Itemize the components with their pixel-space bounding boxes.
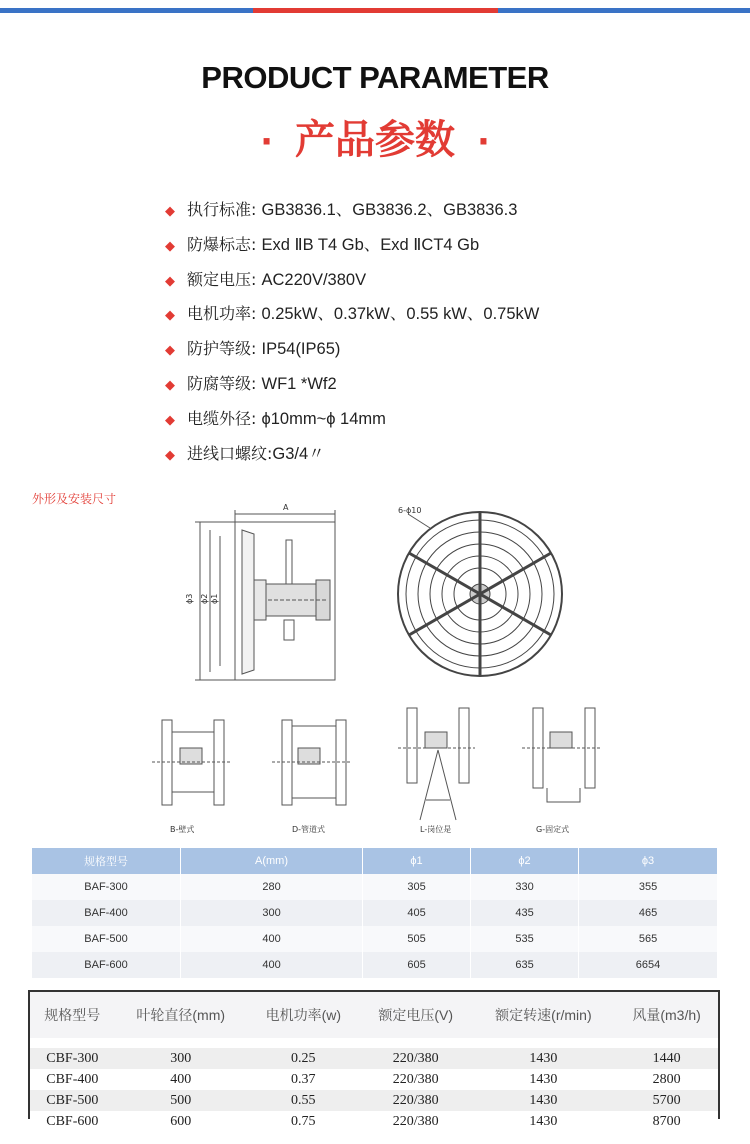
spec-item [165, 371, 539, 406]
table-cell: 500 [115, 1090, 247, 1111]
table-cell: 1430 [472, 1090, 616, 1111]
table-cell: 400 [115, 1069, 247, 1090]
table-cell: 1430 [472, 1069, 616, 1090]
spec-label: 电缆外径: [187, 408, 257, 428]
table-cell: 505 [363, 926, 471, 952]
spec-value: AC220V/380V [261, 270, 367, 289]
diamond-bullet-icon: ◆ [165, 204, 175, 219]
caption-duct-mount: D-管道式 [292, 825, 326, 834]
diamond-bullet-icon: ◆ [165, 447, 175, 463]
table-header-row [32, 848, 718, 874]
spec-list [165, 197, 539, 475]
install-dimensions-label: 外形及安装尺寸 [32, 492, 117, 506]
spec-label: 执行标准: [187, 200, 257, 219]
spec-label: 电机功率: [187, 304, 257, 324]
table-header-cell: 风量(m3/h) [615, 992, 718, 1038]
spec-value: GB3836.1、GB3836.2、GB3836.3 [261, 201, 518, 219]
table-cell: 400 [181, 926, 363, 952]
spec-label: 防爆标志: [187, 234, 257, 254]
dimension-table [32, 848, 718, 978]
front-guard-view [398, 512, 562, 676]
table-cell: 280 [181, 874, 363, 900]
table-cell: BAF-300 [32, 874, 181, 900]
mount-stand-view [398, 708, 475, 820]
technical-drawing [150, 500, 610, 840]
page-title-chinese [0, 108, 750, 165]
diamond-bullet-icon: ◆ [165, 377, 175, 393]
spec-value: G3/4〃 [272, 444, 325, 463]
dim-a-label: A [283, 503, 289, 512]
table-cell: 565 [579, 926, 718, 952]
page-title-english: PRODUCT PARAMETER [201, 60, 549, 95]
table-cell: 5700 [615, 1090, 718, 1111]
table-row [30, 1069, 718, 1090]
table-header-cell: 规格型号 [30, 992, 115, 1038]
table-cell: 1430 [472, 1111, 616, 1132]
table-row [32, 952, 718, 978]
table-cell: 465 [579, 900, 718, 926]
spec-label: 额定电压: [187, 269, 257, 289]
table-header-cell: ϕ1 [363, 848, 471, 874]
caption-wall-mount: B-壁式 [170, 825, 195, 834]
table-cell: BAF-400 [32, 900, 181, 926]
holes-label: 6-ϕ10 [398, 506, 422, 515]
table-header-cell: 额定转速(r/min) [472, 992, 616, 1038]
table-cell: 330 [471, 874, 579, 900]
table-cell: 1430 [472, 1048, 616, 1069]
table-cell: 220/380 [360, 1111, 472, 1132]
motor-body [266, 584, 316, 616]
table-header-cell: 额定电压(V) [360, 992, 472, 1038]
spec-label: 防护等级: [187, 339, 257, 359]
table-cell: 635 [471, 952, 579, 978]
table-cell: BAF-600 [32, 952, 181, 978]
mount-wall-view [152, 720, 230, 805]
dim-phi2-label: ϕ2 [200, 593, 209, 604]
spec-item [165, 267, 539, 302]
performance-table [30, 992, 718, 1132]
top-accent-bar-red [253, 8, 498, 13]
table-cell: 305 [363, 874, 471, 900]
diamond-bullet-icon: ◆ [165, 412, 175, 428]
table-header-cell: A(mm) [181, 848, 363, 874]
spec-item [165, 441, 539, 476]
table-cell: 0.25 [247, 1048, 360, 1069]
table-row [32, 926, 718, 952]
spec-label: 防腐等级: [187, 373, 257, 393]
diamond-bullet-icon: ◆ [165, 343, 175, 359]
table-cell: 600 [115, 1111, 247, 1132]
spec-value: ϕ10mm~ϕ 14mm [261, 409, 386, 428]
table-cell: CBF-300 [30, 1048, 115, 1069]
table-cell: 6654 [579, 952, 718, 978]
table-row [30, 1090, 718, 1111]
table-cell: BAF-500 [32, 926, 181, 952]
table-cell: 405 [363, 900, 471, 926]
title-dot-left: · [260, 122, 273, 162]
spec-item [165, 232, 539, 267]
performance-table-frame [28, 990, 720, 1129]
mount-fixed-view [522, 708, 602, 802]
table-cell: 300 [181, 900, 363, 926]
spec-value: Exd ⅡB T4 Gb、Exd ⅡCT4 Gb [261, 235, 480, 254]
table-cell: 8700 [615, 1111, 718, 1132]
table-header-cell: ϕ3 [579, 848, 718, 874]
table-cell: 220/380 [360, 1069, 472, 1090]
table-cell: 355 [579, 874, 718, 900]
dim-phi1-label: ϕ1 [210, 593, 219, 604]
table-cell: CBF-400 [30, 1069, 115, 1090]
table-header-cell: 规格型号 [32, 848, 181, 874]
table-row [30, 1048, 718, 1069]
caption-fixed-mount: G-固定式 [536, 825, 570, 834]
table-cell: 0.75 [247, 1111, 360, 1132]
diamond-bullet-icon: ◆ [165, 238, 175, 254]
spec-value: 0.25kW、0.37kW、0.55 kW、0.75kW [261, 305, 540, 324]
spec-value: IP54(IP65) [261, 340, 341, 359]
spec-label: 进线口螺纹: [187, 443, 273, 463]
caption-stand-mount: L-岗位是 [420, 825, 452, 834]
spec-item [165, 197, 539, 232]
fan-blade [242, 530, 254, 674]
diamond-bullet-icon: ◆ [165, 273, 175, 289]
table-cell: 0.37 [247, 1069, 360, 1090]
spec-item [165, 301, 539, 336]
spec-value: WF1 *Wf2 [261, 374, 337, 393]
diamond-bullet-icon: ◆ [165, 308, 175, 324]
table-row [32, 900, 718, 926]
table-cell: 1440 [615, 1048, 718, 1069]
table-header-cell: 叶轮直径(mm) [115, 992, 247, 1038]
table-row [32, 874, 718, 900]
table-cell: 605 [363, 952, 471, 978]
table-cell: CBF-600 [30, 1111, 115, 1132]
table-cell: 300 [115, 1048, 247, 1069]
table-cell: 400 [181, 952, 363, 978]
table-cell: 220/380 [360, 1090, 472, 1111]
table-row [30, 1038, 718, 1048]
table-cell: 535 [471, 926, 579, 952]
spec-item [165, 406, 539, 441]
table-header-cell: ϕ2 [471, 848, 579, 874]
table-header-row [30, 992, 718, 1038]
page-title-chinese-text: 产品参数 [295, 117, 455, 163]
table-cell: 2800 [615, 1069, 718, 1090]
title-dot-right: · [477, 122, 490, 162]
table-cell: 435 [471, 900, 579, 926]
table-header-cell: 电机功率(w) [247, 992, 360, 1038]
table-cell: 0.55 [247, 1090, 360, 1111]
table-cell: CBF-500 [30, 1090, 115, 1111]
top-accent-bar [0, 8, 750, 13]
dim-phi3-label: ϕ3 [185, 593, 194, 604]
table-cell: 220/380 [360, 1048, 472, 1069]
mount-duct-view [272, 720, 350, 805]
spec-item [165, 336, 539, 371]
table-row [30, 1111, 718, 1132]
